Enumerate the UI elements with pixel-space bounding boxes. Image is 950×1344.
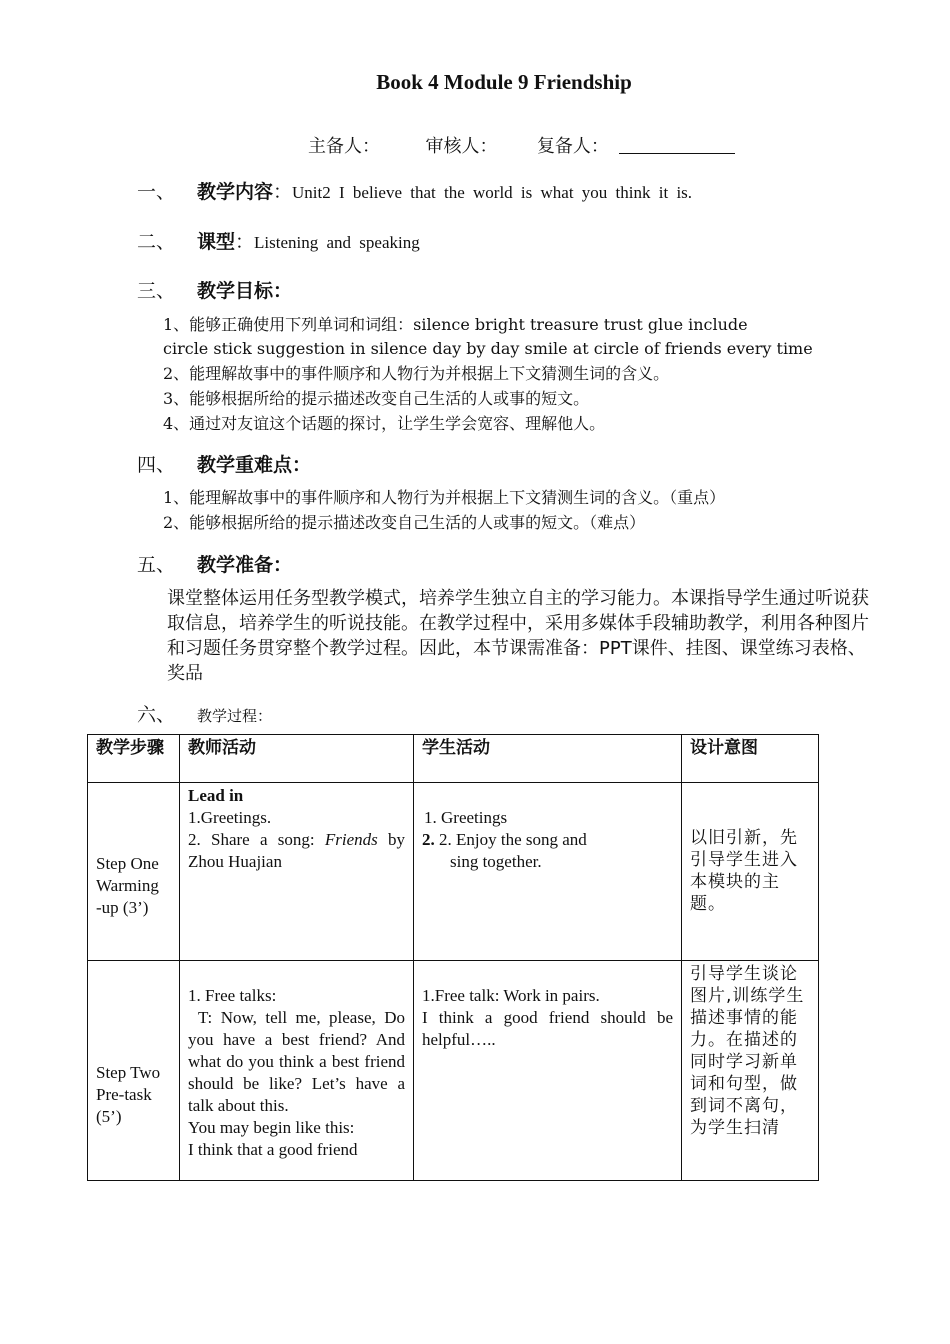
key-point-item: 1、能理解故事中的事件顺序和人物行为并根据上下文猜测生词的含义。（重点） bbox=[163, 488, 726, 507]
activity-line: 1.Greetings. bbox=[188, 808, 272, 827]
section-heading: 教学过程： bbox=[197, 707, 273, 725]
activity-line: T: Now, tell me, please, Do you have a best friend? And what do you think a best friend should be like? Let’s have a talk about this. bbox=[188, 1008, 405, 1115]
key-point-item: 2、能够根据所给的提示描述改变自己生活的人或事的短文。（难点） bbox=[163, 513, 646, 532]
objective-item: 2、能理解故事中的事件顺序和人物行为并根据上下文猜测生词的含义。 bbox=[163, 364, 670, 383]
activity-line: I think that a good friend bbox=[188, 1140, 358, 1159]
section-heading: 教学内容 bbox=[197, 181, 274, 203]
step-time: -up (3’) bbox=[96, 897, 149, 917]
blank-line bbox=[619, 137, 735, 154]
colon: ： bbox=[235, 231, 255, 253]
section-number: 五、 bbox=[137, 554, 176, 576]
list-number: 2. bbox=[422, 830, 435, 849]
section-number: 四、 bbox=[137, 454, 176, 476]
reviewer-label: 审核人： bbox=[425, 136, 498, 157]
header-teacher: 教师活动 bbox=[180, 735, 414, 783]
design-intent-cell: 引导学生谈论图片,训练学生描述事情的能力。在描述的同时学习新单词和句型，做到词不离句，为学生扫清 bbox=[682, 961, 819, 1181]
step-stage: Pre-task bbox=[96, 1084, 152, 1104]
table-row bbox=[88, 961, 819, 1181]
section-preparation bbox=[137, 550, 292, 577]
design-intent-cell: 以旧引新，先引导学生进入本模块的主题。 bbox=[682, 783, 819, 961]
section-type bbox=[137, 227, 420, 254]
activity-line: I think a good friend should be helpful….. bbox=[422, 1008, 673, 1049]
activity-line: sing together. bbox=[450, 852, 542, 871]
teacher-activity-cell bbox=[180, 783, 414, 961]
secondary-preparer-label: 复备人： bbox=[536, 136, 609, 157]
section-heading: 教学重难点： bbox=[197, 454, 312, 476]
step-name: Step Two bbox=[96, 1062, 161, 1082]
header-design: 设计意图 bbox=[682, 735, 819, 783]
activity-line: 1. Greetings bbox=[424, 808, 508, 827]
activity-line: You may begin like this: bbox=[188, 1118, 355, 1137]
step-stage: Warming bbox=[96, 875, 159, 895]
step-cell bbox=[88, 783, 180, 961]
preparation-text: 课堂整体运用任务型教学模式，培养学生独立自主的学习能力。本课指导学生通过听说获取信息，培养学生的听说技能。在教学过程中，采用多媒体手段辅助教学，利用各种图片和习题任务贯穿整个教学过程。因此，本节课需准备：PPT课件、挂图、课堂练习表格、奖品 bbox=[167, 588, 869, 684]
activity-line: 1. Free talks: bbox=[188, 986, 277, 1005]
section-number: 一、 bbox=[137, 181, 176, 203]
header-student: 学生活动 bbox=[414, 735, 682, 783]
main-preparer-label: 主备人： bbox=[308, 136, 380, 157]
objective-item: 4、通过对友谊这个话题的探讨，让学生学会宽容、理解他人。 bbox=[163, 414, 606, 433]
section-heading: 教学目标： bbox=[197, 280, 293, 302]
page-title: Book 4 Module 9 Friendship bbox=[376, 70, 632, 94]
table-row bbox=[88, 783, 819, 961]
header-step: 教学步骤 bbox=[88, 735, 180, 783]
student-activity-cell bbox=[414, 783, 682, 961]
student-activity-cell bbox=[414, 961, 682, 1181]
colon: ： bbox=[273, 181, 293, 203]
activity-text: by Zhou Huajian bbox=[188, 830, 406, 871]
section-text: Unit2 I believe that the world is what you think it is. bbox=[292, 183, 693, 202]
section-number: 三、 bbox=[137, 280, 176, 302]
section-number: 六、 bbox=[137, 704, 176, 726]
section-text: Listening and speaking bbox=[254, 233, 420, 252]
table-header-row bbox=[88, 735, 819, 783]
section-objectives bbox=[137, 276, 292, 303]
section-process bbox=[137, 700, 272, 727]
step-time: (5’) bbox=[96, 1106, 122, 1126]
activity-line bbox=[422, 829, 673, 851]
objective-item: 1、能够正确使用下列单词和词组：silence bright treasure trust glue include bbox=[163, 315, 748, 334]
section-number: 二、 bbox=[137, 231, 176, 253]
section-heading: 教学准备： bbox=[197, 554, 293, 576]
section-key-points bbox=[137, 450, 311, 477]
objective-item: circle stick suggestion in silence day by day smile at circle of friends every time bbox=[163, 339, 813, 358]
step-cell bbox=[88, 961, 180, 1181]
activity-text: 2. Share a song: bbox=[188, 830, 325, 849]
activity-line: 1.Free talk: Work in pairs. bbox=[422, 986, 600, 1005]
activity-title: Lead in bbox=[188, 786, 244, 805]
section-heading: 课型 bbox=[197, 231, 236, 253]
song-title: Friends bbox=[324, 830, 378, 849]
activity-text: 2. Enjoy the song and bbox=[439, 830, 587, 849]
teacher-activity-cell bbox=[180, 961, 414, 1181]
objective-item: 3、能够根据所给的提示描述改变自己生活的人或事的短文。 bbox=[163, 389, 590, 408]
lesson-plan-table bbox=[87, 734, 819, 1181]
activity-line bbox=[188, 829, 405, 873]
section-content bbox=[137, 177, 692, 204]
step-name: Step One bbox=[96, 853, 159, 873]
author-line bbox=[308, 132, 735, 158]
